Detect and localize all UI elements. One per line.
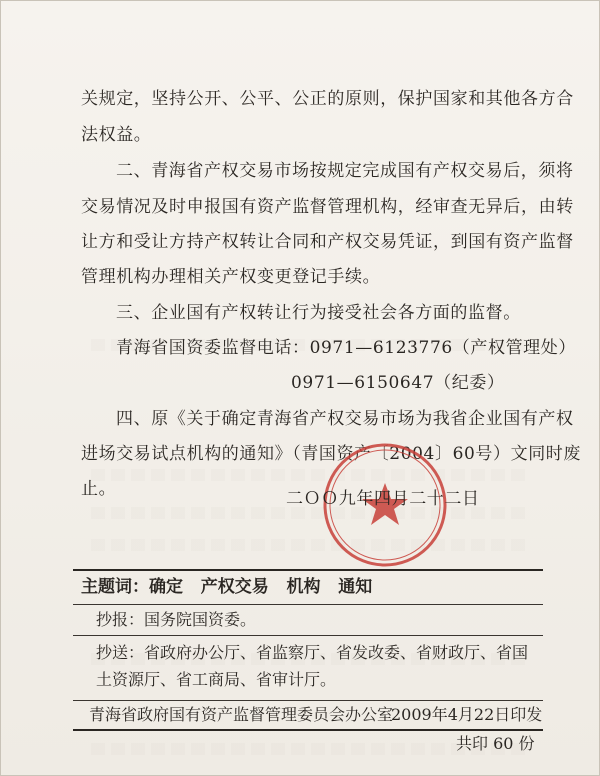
body-line: 进场交易试点机构的通知》（青国资产〔2004〕60号）文同时废 (81, 444, 581, 464)
bleed-through-mark (91, 539, 531, 551)
body-line: 交易情况及时申报国有资产监督管理机构，经审查无异后，由转 (81, 197, 574, 217)
footer-rule (73, 635, 543, 636)
footer-rule (73, 700, 543, 701)
footer-rule (73, 569, 543, 571)
cc-send-row-2: 土资源厅、省工商局、省审计厅。 (96, 670, 337, 689)
keywords-row (81, 576, 372, 598)
cc-report-label: 抄报： (96, 610, 145, 629)
keywords-label: 主题词： (81, 577, 149, 597)
copies-count: 共印 60 份 (456, 734, 535, 753)
cc-send-row (96, 642, 528, 664)
body-line: 让方和受让方持产权转让合同和产权交易凭证，到国有资产监督 (81, 232, 574, 252)
cc-send-label: 抄送： (96, 643, 145, 662)
phone-line: 0971—6150647（纪委） (291, 373, 505, 393)
cc-report-row (96, 609, 256, 631)
body-line: 止。 (81, 479, 117, 499)
body-line: 管理机构办理相关产权变更登记手续。 (81, 267, 381, 287)
phone-line: 青海省国资委监督电话：0971—6123776（产权管理处） (116, 338, 576, 358)
body-line: 法权益。 (81, 125, 152, 145)
body-line: 三、企业国有产权转让行为接受社会各方面的监督。 (116, 303, 521, 323)
body-line: 二、青海省产权交易市场按规定完成国有产权交易后，须将 (116, 161, 574, 181)
body-line: 四、原《关于确定青海省产权交易市场为我省企业国有产权 (116, 409, 574, 429)
keywords-value: 确定 产权交易 机构 通知 (149, 577, 373, 597)
issuer: 青海省政府国有资产监督管理委员会办公室 (89, 705, 394, 724)
cc-report-value: 国务院国资委。 (144, 610, 257, 629)
document-date: 二ＯＯ九年四月二十二日 (286, 489, 480, 509)
footer-rule (73, 729, 543, 731)
cc-send-value: 省政府办公厅、省监察厅、省发改委、省财政厅、省国 (144, 643, 529, 662)
footer-rule (73, 604, 543, 605)
body-line: 关规定，坚持公开、公平、公正的原则，保护国家和其他各方合 (81, 89, 574, 109)
issue-date: 2009年4月22日印发 (391, 705, 543, 724)
